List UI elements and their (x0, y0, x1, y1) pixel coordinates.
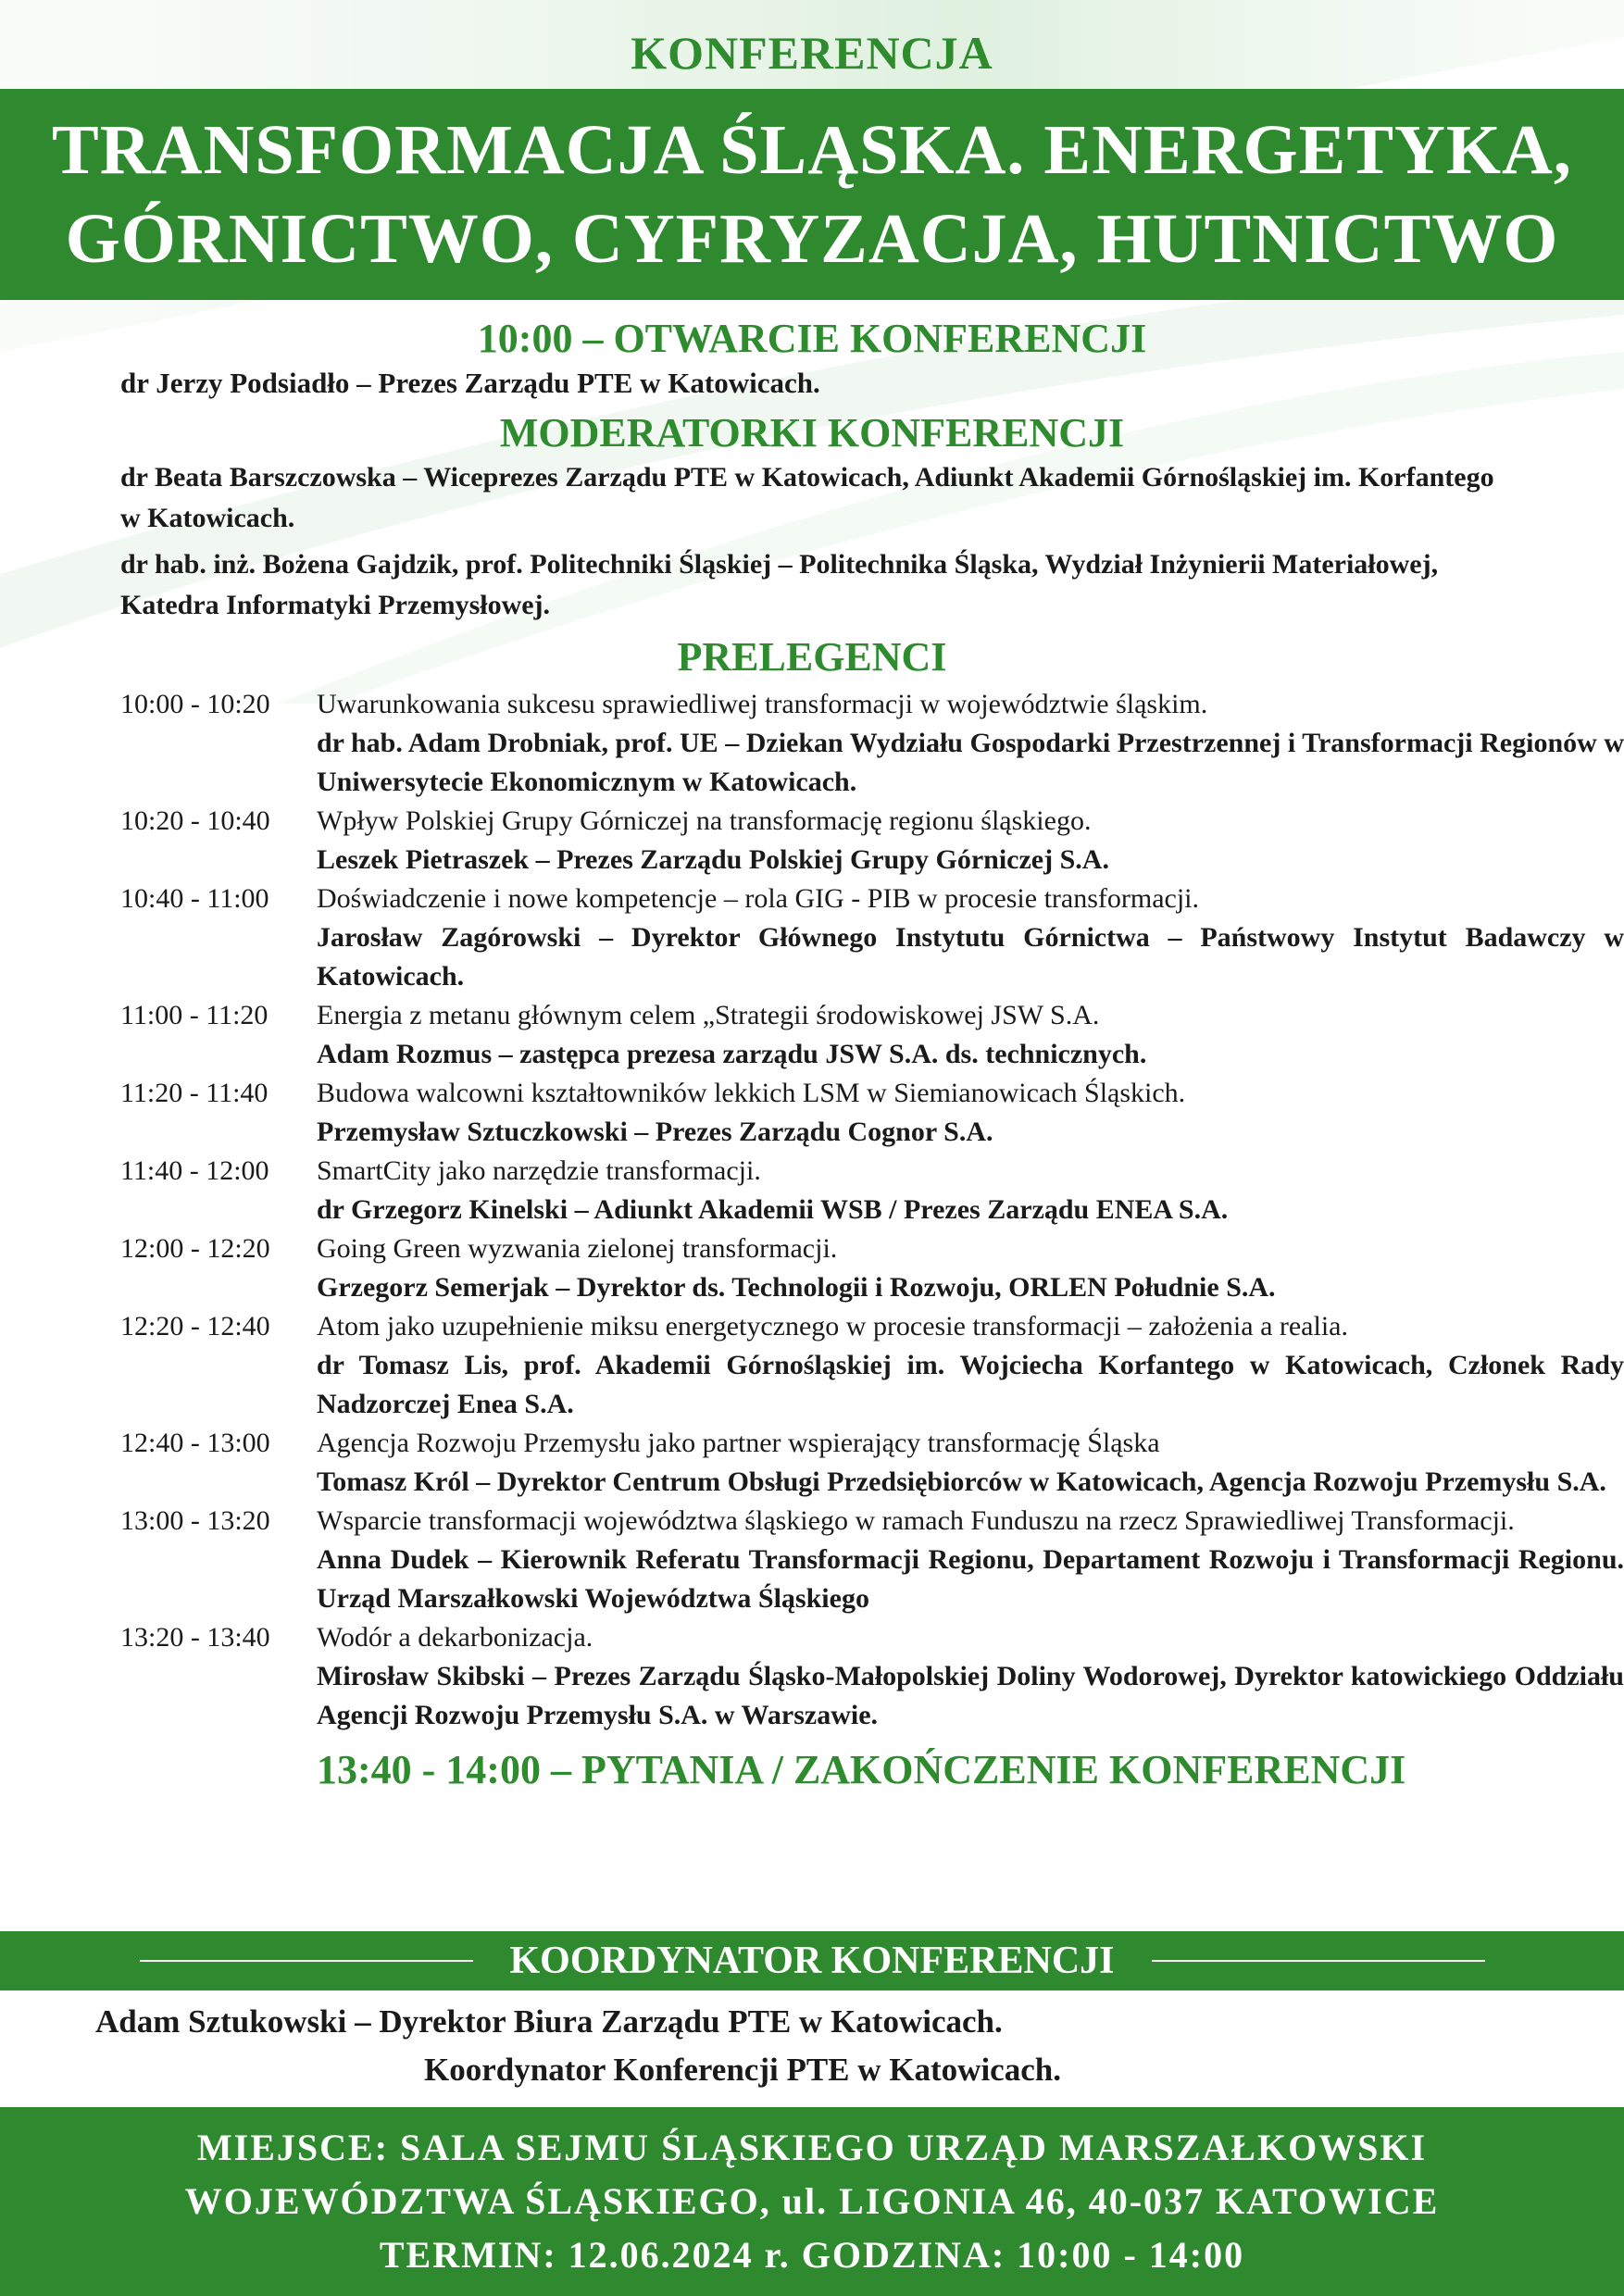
session-speaker: Leszek Pietraszek – Prezes Zarządu Polskiej Grupy Górniczej S.A. (317, 844, 1109, 875)
conference-title-line-2: GÓRNICTWO, CYFRYZACJA, HUTNICTWO (65, 200, 1559, 278)
venue-line-1: MIEJSCE: SALA SEJMU ŚLĄSKIEGO URZĄD MARSZAŁKOWSKI (196, 2127, 1428, 2168)
speaker-schedule (0, 685, 1624, 1735)
schedule-row (0, 996, 1624, 1074)
schedule-row (0, 1502, 1624, 1618)
session-topic: Agencja Rozwoju Przemysłu jako partner wspierający transformację Śląska (317, 1428, 1160, 1458)
session-topic: Doświadczenie i nowe kompetencje – rola GIG - PIB w procesie transformacji. (317, 883, 1200, 914)
session-speaker: Anna Dudek – Kierownik Referatu Transformacji Regionu, Departament Rozwoju i Transformacji Regionu. Urząd Marszałkowski Województwa Śląskiego (317, 1544, 1624, 1614)
divider (140, 1960, 473, 1962)
schedule-row (0, 1229, 1624, 1307)
session-time: 12:40 - 13:00 (120, 1428, 270, 1458)
schedule-row (0, 1074, 1624, 1152)
moderator-item: dr hab. inż. Bożena Gajdzik, prof. Politechniki Śląskiej – Politechnika Śląska, Wydział Inżynierii Materiałowej, Katedra Informatyki Przemysłowej. (120, 549, 1439, 620)
venue-footer (0, 2107, 1624, 2296)
schedule-row (0, 1152, 1624, 1229)
date-time-line: TERMIN: 12.06.2024 r. GODZINA: 10:00 - 14:00 (379, 2234, 1245, 2276)
coordinator-line-1: Adam Sztukowski – Dyrektor Biura Zarządu PTE w Katowicach. (95, 2003, 1003, 2040)
title-band (0, 89, 1624, 300)
session-speaker: dr Tomasz Lis, prof. Akademii Górnośląskiej im. Wojciecha Korfantego w Katowicach, Członek Rady Nadzorczej Enea S.A. (317, 1350, 1624, 1419)
session-topic: Budowa walcowni kształtowników lekkich LSM w Siemianowicach Śląskich. (317, 1078, 1186, 1108)
opening-heading: 10:00 – OTWARCIE KONFERENCJI (477, 316, 1147, 361)
moderators-heading: MODERATORKI KONFERENCJI (499, 410, 1125, 455)
session-topic: Atom jako uzupełnienie miksu energetycznego w procesie transformacji – założenia a realia. (317, 1311, 1348, 1341)
divider (1152, 1960, 1485, 1962)
schedule-row (0, 685, 1624, 802)
coordinator-info (0, 1998, 1624, 2094)
session-speaker: dr hab. Adam Drobniak, prof. UE – Dziekan Wydziału Gospodarki Przestrzennej i Transformacji Regionów w Uniwersytecie Ekonomicznym w Katowicach. (317, 728, 1624, 797)
session-time: 11:40 - 12:00 (120, 1155, 269, 1186)
session-time: 11:20 - 11:40 (120, 1078, 269, 1108)
session-time: 13:00 - 13:20 (120, 1505, 270, 1536)
main-content (0, 315, 1624, 1796)
closing-heading: 13:40 - 14:00 – PYTANIA / ZAKOŃCZENIE KONFERENCJI (317, 1747, 1406, 1792)
speakers-heading: PRELEGENCI (677, 634, 947, 680)
session-time: 12:00 - 12:20 (120, 1233, 270, 1264)
session-topic: Energia z metanu głównym celem „Strategii środowiskowej JSW S.A. (317, 1000, 1100, 1030)
schedule-row (0, 802, 1624, 880)
coordinator-band (0, 1931, 1624, 1990)
session-speaker: Mirosław Skibski – Prezes Zarządu Śląsko-Małopolskiej Doliny Wodorowej, Dyrektor katowickiego Oddziału Agencji Rozwoju Przemysłu S.A. w Warszawie. (317, 1661, 1624, 1730)
venue-line-2: WOJEWÓDZTWA ŚLĄSKIEGO, ul. LIGONIA 46, 40-037 KATOWICE (184, 2180, 1440, 2222)
conference-kicker: KONFERENCJA (631, 27, 993, 79)
session-topic: SmartCity jako narzędzie transformacji. (317, 1155, 761, 1186)
schedule-row (0, 880, 1624, 996)
session-time: 10:40 - 11:00 (120, 883, 269, 914)
session-time: 10:20 - 10:40 (120, 805, 270, 836)
session-speaker: Tomasz Król – Dyrektor Centrum Obsługi Przedsiębiorców w Katowicach, Agencja Rozwoju Przemysłu S.A. (317, 1466, 1606, 1497)
opening-person: dr Jerzy Podsiadło – Prezes Zarządu PTE w Katowicach. (120, 367, 820, 399)
session-time: 10:00 - 10:20 (120, 689, 270, 719)
session-topic: Wodór a dekarbonizacja. (317, 1622, 593, 1653)
coordinator-heading: KOORDYNATOR KONFERENCJI (509, 1940, 1115, 1982)
moderator-item: dr Beata Barszczowska – Wiceprezes Zarządu PTE w Katowicach, Adiunkt Akademii Górnośląskiej im. Korfantego w Katowicach. (120, 462, 1494, 533)
session-speaker: Jarosław Zagórowski – Dyrektor Głównego Instytutu Górnictwa – Państwowy Instytut Badawczy w Katowicach. (317, 922, 1624, 992)
session-speaker: Grzegorz Semerjak – Dyrektor ds. Technologii i Rozwoju, ORLEN Południe S.A. (317, 1272, 1276, 1303)
session-speaker: Adam Rozmus – zastępca prezesa zarządu JSW S.A. ds. technicznych. (317, 1039, 1147, 1069)
coordinator-line-2: Koordynator Konferencji PTE w Katowicach. (424, 2052, 1061, 2088)
session-topic: Wpływ Polskiej Grupy Górniczej na transformację regionu śląskiego. (317, 805, 1092, 836)
schedule-row (0, 1307, 1624, 1424)
session-topic: Uwarunkowania sukcesu sprawiedliwej transformacji w województwie śląskim. (317, 689, 1208, 719)
session-time: 12:20 - 12:40 (120, 1311, 270, 1341)
session-time: 11:00 - 11:20 (120, 1000, 269, 1030)
session-topic: Going Green wyzwania zielonej transformacji. (317, 1233, 838, 1264)
conference-title-line-1: TRANSFORMACJA ŚLĄSKA. ENERGETYKA, (52, 111, 1572, 189)
session-speaker: dr Grzegorz Kinelski – Adiunkt Akademii WSB / Prezes Zarządu ENEA S.A. (317, 1194, 1229, 1225)
schedule-row (0, 1424, 1624, 1502)
session-topic: Wsparcie transformacji województwa śląskiego w ramach Funduszu na rzecz Sprawiedliwej Transformacji. (317, 1505, 1515, 1536)
schedule-row (0, 1618, 1624, 1735)
session-time: 13:20 - 13:40 (120, 1622, 270, 1653)
session-speaker: Przemysław Sztuczkowski – Prezes Zarządu Cognor S.A. (317, 1117, 993, 1147)
